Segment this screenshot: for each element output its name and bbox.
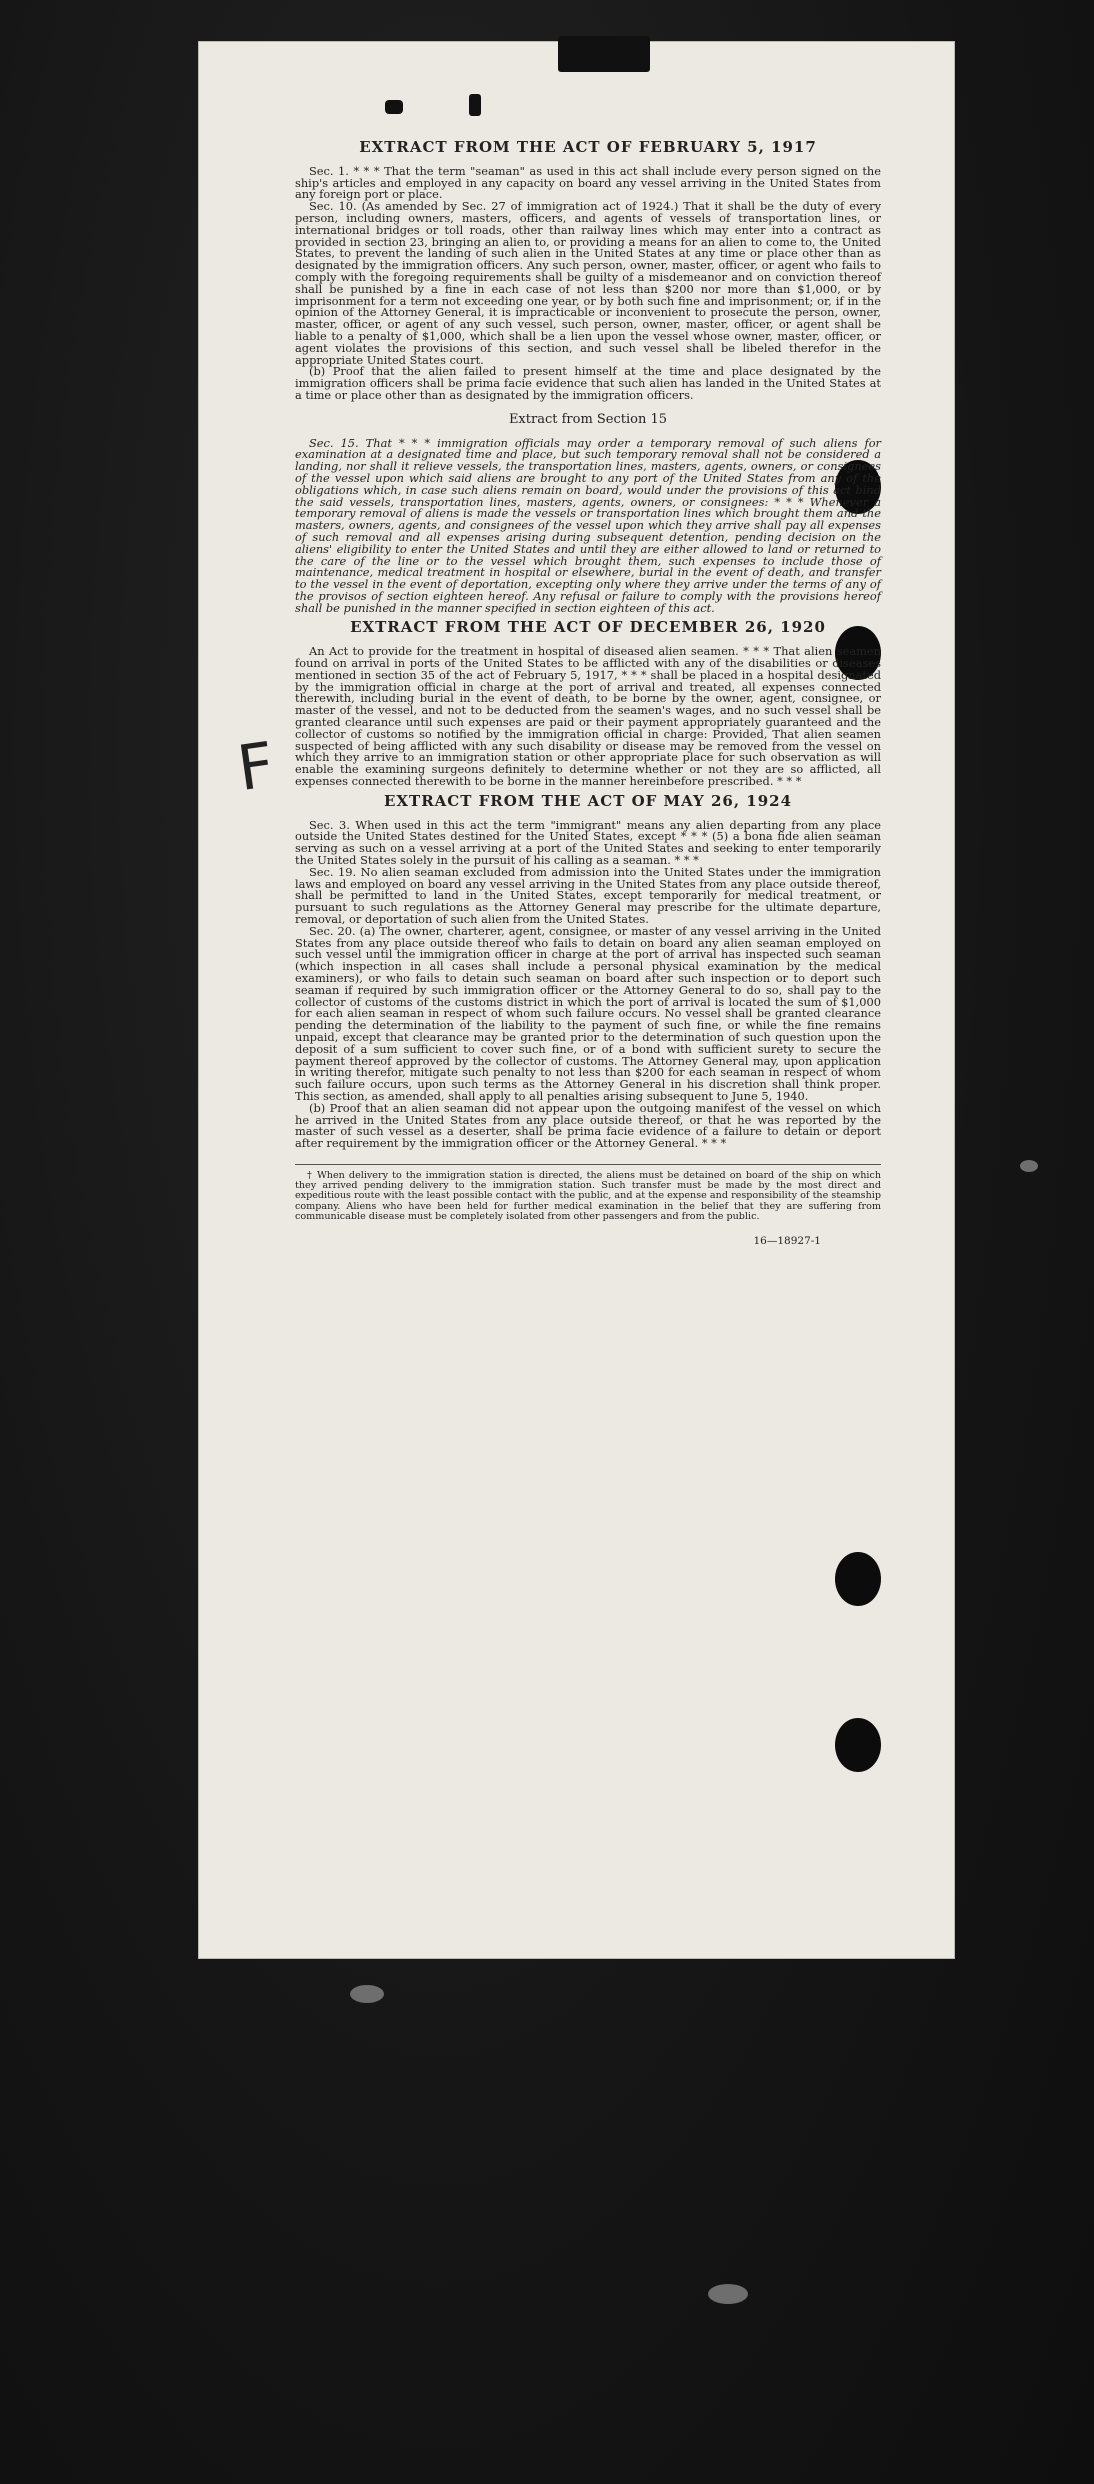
paragraph: (b) Proof that an alien seaman did not appear upon the outgoing manifest of the vessel on which he arrived in the United States from any place outside thereof, or that he was reported by the master of such vessel as a deserter, shall be prima facie evidence of a failure to detain or deport after requirement by the immigration officer or the Attorney General. * * * <box>295 1100 881 1151</box>
paragraph: Sec. 3. When used in this act the term "immigrant" means any alien departing from any place outside the United States destined for the United States, except * * * (5) a bona fide alien seaman serving as such on a vessel arriving at a port of the United States and seeking to enter temporarily the United States solely in the pursuit of his calling as a seaman. * * * <box>295 817 881 868</box>
film-speck <box>1020 1160 1038 1172</box>
paragraph: Sec. 10. (As amended by Sec. 27 of immigration act of 1924.) That it shall be the duty of every person, including owners, masters, officers, and agents of vessels of transportation lines, or international bridges or toll roads, other than railway lines which may enter into a contract as provided in section 23, bringing an alien to, or providing a means for an alien to come to, the United States, to prevent the landing of such alien in the United States at any time or place other than as designated by the immigration officers. Any such person, owner, master, officer, or agent who fails to comply with the foregoing requirements shall be guilty of a misdemeanor and on conviction thereof shall be punished by a fine in each case of not less than $200 nor more than $1,000, or by imprisonment for a term not exceeding one year, or by both such fine and imprisonment; or, if in the opinion of the Attorney General, it is impracticable or inconvenient to prosecute the person, owner, master, officer, or agent of any such vessel, such person, owner, master, officer, or agent shall be liable to a penalty of $1,000, which shall be a lien upon the vessel whose owner, master, officer, or agent violates the provisions of this section, and such vessel shall be libeled therefor in the appropriate United States court. <box>295 199 881 367</box>
section-heading-section15: Extract from Section 15 <box>508 411 668 427</box>
paragraph: Sec. 1. * * * That the term "seaman" as used in this act shall include every person signed on the ship's articles and employed in any capacity on board any vessel arriving in the United States from any foreign port or place. <box>295 163 881 202</box>
film-speck <box>708 2284 748 2304</box>
clip-tab <box>558 36 650 72</box>
punch-hole <box>835 1718 881 1772</box>
paragraph: Sec. 15. That * * * immigration officials may order a temporary removal of such aliens for examination at a designated time and place, but such temporary removal shall not be considered a landing, nor shall it relieve vessels, the transportation lines, masters, agents, owners, or consignees of the vessel upon which said aliens are brought to any port of the United States from any of the obligations which, in case such aliens remain on board, would under the provisions of this act bind the said vessels, transportation lines, masters, agents, owners, or consignees: * * * Whenever a temporary removal of aliens is made the vessels or transportation lines which brought them and the masters, owners, agents, and consignees of the vessel upon which they arrive shall pay all expenses of such removal and all expenses arising during subsequent detention, pending decision on the aliens' eligibility to enter the United States and until they are either allowed to land or returned to the care of the line or to the vessel which brought them, such expenses to include those of maintenance, medical treatment in hospital or elsewhere, burial in the event of death, and transfer to the vessel in the event of deportation, excepting only where they arrive under the terms of any of the provisos of section eighteen hereof. Any refusal or failure to comply with the provisions hereof shall be punished in the manner specified in section eighteen of this act. <box>295 435 881 615</box>
paragraph: (b) Proof that the alien failed to present himself at the time and place designated by the immigration officers shall be prima facie evidence that such alien has landed in the United States at a time or place other than as designated by the immigration officers. <box>295 364 881 402</box>
document-body <box>295 138 881 1248</box>
document-page <box>199 42 954 1958</box>
print-code: 16—18927-1 <box>753 1234 821 1247</box>
punch-hole <box>835 1552 881 1606</box>
film-speck <box>350 1985 384 2003</box>
paragraph: An Act to provide for the treatment in hospital of diseased alien seamen. * * * That alien seamen found on arrival in ports of the United States to be afflicted with any of the disabilities or diseases mentioned in section 35 of the act of February 5, 1917, * * * shall be placed in a hospital designated by the immigration official in charge at the port of arrival and treated, all expenses connected therewith, including burial in the event of death, to be borne by the owner, agent, consignee, or master of the vessel, and not to be deducted from the seamen's wages, and no such vessel shall be granted clearance until such expenses are paid or their payment appropriately guaranteed and the collector of customs so notified by the immigration official in charge: Provided, That alien seamen suspected of being afflicted with any such disability or disease may be removed from the vessel on which they arrive to an immigration station or other appropriate place for such observation as will enable the examining surgeons definitely to determine whether or not they are so afflicted, all expenses connected therewith to be borne in the manner hereinbefore prescribed. * * * <box>295 644 881 789</box>
ink-blot <box>469 94 481 116</box>
footnote-text: † When delivery to the immigration station is directed, the aliens must be detained on board of the ship on which they arrived pending delivery to the immigration station. Such transfer must be made by the most direct and expeditious route with the least possible contact with the public, and at the expense and responsibility of the steamship company. Aliens who have been held for further medical examination in the belief that they are suffering from communicable disease must be completely isolated from other passengers and from the public. <box>295 1169 881 1222</box>
paragraph: Sec. 20. (a) The owner, charterer, agent, consignee, or master of any vessel arriving in the United States from any place outside thereof who fails to detain on board any alien seaman employed on such vessel until the immigration officer in charge at the port of arrival has inspected such seaman (which inspection in all cases shall include a personal physical examination by the medical examiners), or who fails to detain such seaman on board after such inspection or to deport such seaman if required by such immigration officer or the Attorney General to do so, shall pay to the collector of customs of the customs district in which the port of arrival is located the sum of $1,000 for each alien seaman in respect of whom such failure occurs. No vessel shall be granted clearance pending the determination of the liability to the payment of such fine, or while the fine remains unpaid, except that clearance may be granted prior to the determination of such question upon the deposit of a sum sufficient to cover such fine, or of a bond with sufficient surety to secure the payment thereof approved by the collector of customs. The Attorney General may, upon application in writing therefor, mitigate such penalty to not less than $200 for each seaman in respect of whom such failure occurs, upon such terms as the Attorney General in his discretion shall think proper. This section, as amended, shall apply to all penalties arising subsequent to June 5, 1940. <box>295 923 881 1103</box>
handwritten-margin-mark: F <box>233 727 279 806</box>
section-heading-1917: EXTRACT FROM THE ACT OF FEBRUARY 5, 1917 <box>359 138 817 156</box>
section-heading-1924: EXTRACT FROM THE ACT OF MAY 26, 1924 <box>383 791 793 810</box>
section-heading-1920: EXTRACT FROM THE ACT OF DECEMBER 26, 1920 <box>350 618 826 637</box>
footnote <box>295 1164 881 1222</box>
ink-blot <box>385 100 403 114</box>
paragraph: Sec. 19. No alien seaman excluded from admission into the United States under the immigration laws and employed on board any vessel arriving in the United States from any place outside thereof, shall be permitted to land in the United States, except temporarily for medical treatment, or pursuant to such regulations as the Attorney General may prescribe for the ultimate departure, removal, or deportation of such alien from the United States. <box>295 864 881 927</box>
